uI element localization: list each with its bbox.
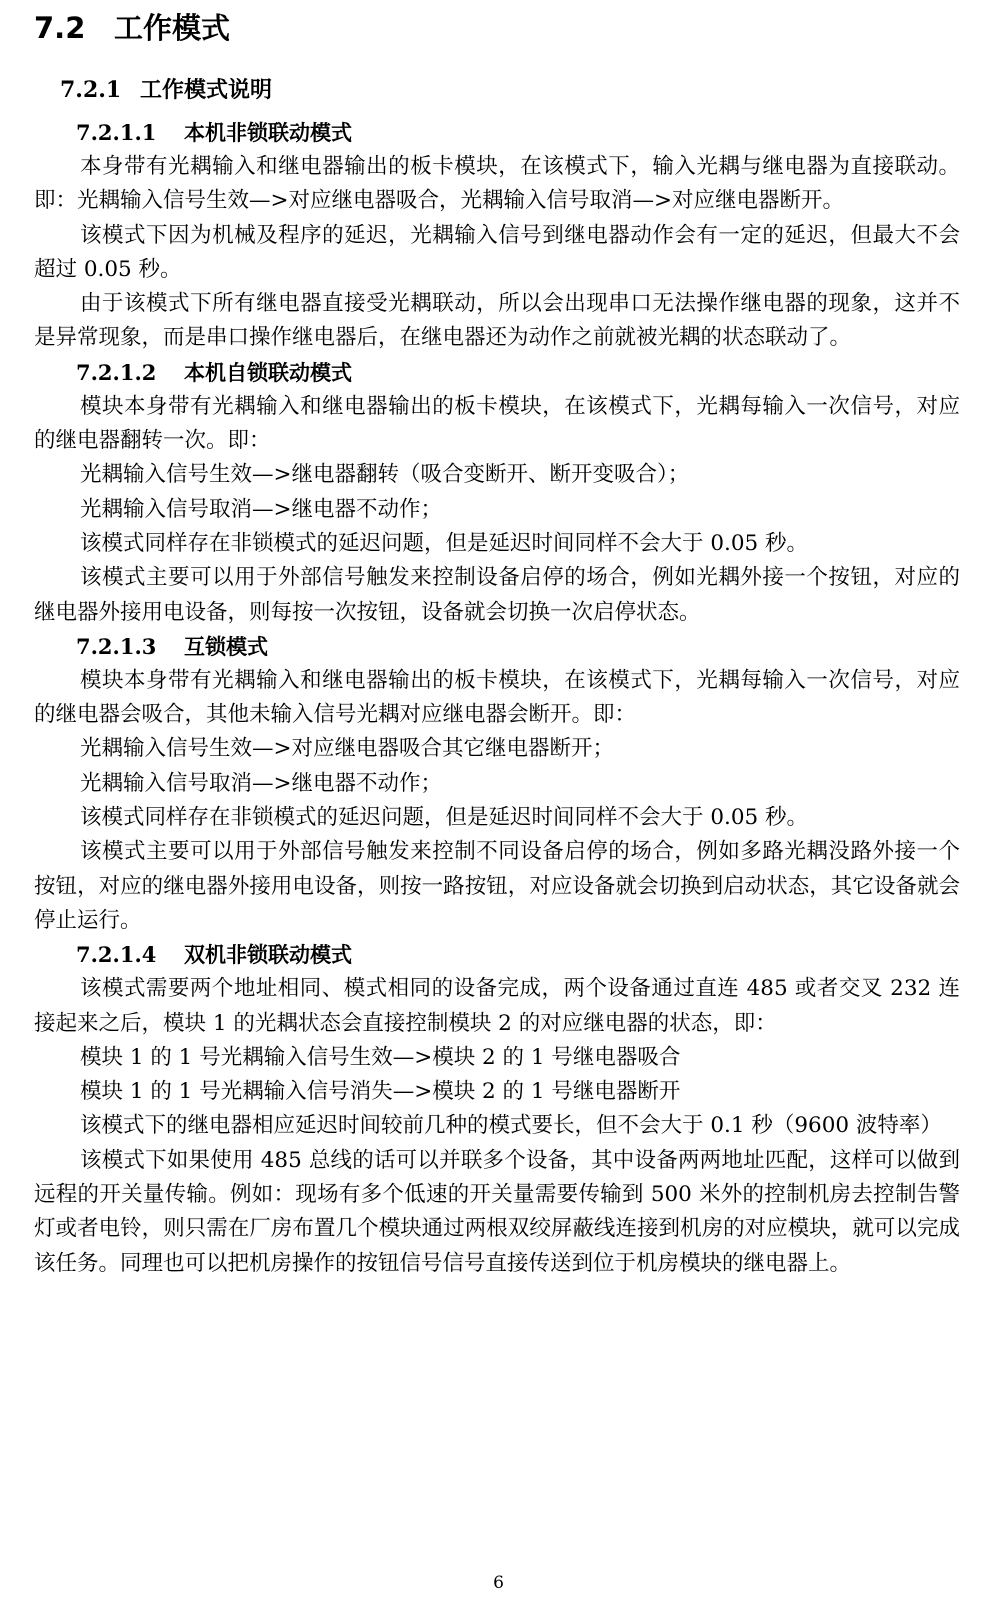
paragraph: 该模式下如果使用 485 总线的话可以并联多个设备，其中设备两两地址匹配，这样可以做到远程的开关量传输。例如：现场有多个低速的开关量需要传输到 500 米外的控制机房去控制告警灯或者电铃，则只需在厂房布置几个模块通过两根双绞屏蔽线连接到机房的对应模块，就可以完成该任务。同理也可以把机房操作的按钮信号信号直接传送到位于机房模块的继电器上。 [34,1147,960,1276]
paragraph: 由于该模式下所有继电器直接受光耦联动，所以会出现串口无法操作继电器的现象，这并不是异常现象，而是串口操作继电器后，在继电器还为动作之前就被光耦的状态联动了。 [34,291,960,351]
mode-title: 互锁模式 [184,633,268,659]
subsection-number: 7.2.1 [60,77,122,103]
paragraph: 模块 1 的 1 号光耦输入信号生效—>模块 2 的 1 号继电器吸合 [80,1044,681,1070]
mode-section-interlock [34,630,960,938]
mode-section-self-lock [34,356,960,630]
paragraph: 模块本身带有光耦输入和继电器输出的板卡模块，在该模式下，光耦每输入一次信号，对应的继电器翻转一次。即： [34,393,960,454]
paragraph: 光耦输入信号生效—>对应继电器吸合其它继电器断开； [80,736,615,762]
mode-heading [34,938,960,972]
paragraph: 光耦输入信号生效—>继电器翻转（吸合变断开、断开变吸合）； [80,462,690,488]
paragraph: 该模式下因为机械及程序的延迟，光耦输入信号到继电器动作会有一定的延迟，但最大不会超过 0.05 秒。 [34,222,960,282]
paragraph: 模块本身带有光耦输入和继电器输出的板卡模块，在该模式下，光耦每输入一次信号，对应的继电器会吸合，其他未输入信号光耦对应继电器会断开。即： [34,667,960,728]
page-number: 6 [493,1573,504,1593]
paragraph: 该模式主要可以用于外部信号触发来控制设备启停的场合，例如光耦外接一个按钮，对应的继电器外接用电设备，则每按一次按钮，设备就会切换一次启停状态。 [34,565,960,625]
paragraph: 该模式同样存在非锁模式的延迟问题，但是延迟时间同样不会大于 0.05 秒。 [80,530,809,556]
paragraph: 光耦输入信号取消—>继电器不动作； [80,770,443,796]
mode-heading [34,116,960,150]
subsection-heading [60,74,272,106]
paragraph: 该模式主要可以用于外部信号触发来控制不同设备启停的场合，例如多路光耦没路外接一个按钮，对应的继电器外接用电设备，则按一路按钮，对应设备就会切换到启动状态，其它设备就会停止运行。 [34,839,960,933]
mode-title: 双机非锁联动模式 [184,942,352,968]
mode-title: 本机自锁联动模式 [184,359,352,385]
document-body [34,116,960,1281]
paragraph: 模块 1 的 1 号光耦输入信号消失—>模块 2 的 1 号继电器断开 [80,1079,681,1105]
mode-number: 7.2.1.4 [76,942,157,968]
section-title: 工作模式 [114,11,231,45]
mode-heading [34,630,960,664]
section-number: 7.2 [34,11,86,45]
mode-section-non-lock [34,116,960,356]
subsection-title: 工作模式说明 [140,77,273,103]
paragraph: 该模式需要两个地址相同、模式相同的设备完成，两个设备通过直连 485 或者交叉 232 连接起来之后，模块 1 的光耦状态会直接控制模块 2 的对应继电器的状态，即： [34,976,960,1036]
paragraph: 光耦输入信号取消—>继电器不动作； [80,496,443,522]
section-heading [34,8,230,48]
mode-section-dual-non-lock [34,938,960,1281]
mode-number: 7.2.1.1 [76,120,157,145]
mode-number: 7.2.1.2 [76,359,157,385]
paragraph: 本身带有光耦输入和继电器输出的板卡模块，在该模式下，输入光耦与继电器为直接联动。即：光耦输入信号生效—>对应继电器吸合，光耦输入信号取消—>对应继电器断开。 [34,154,960,214]
mode-title: 本机非锁联动模式 [184,120,352,145]
mode-number: 7.2.1.3 [76,633,157,659]
paragraph: 该模式下的继电器相应延迟时间较前几种的模式要长，但不会大于 0.1 秒（9600 波特率） [80,1113,942,1139]
paragraph: 该模式同样存在非锁模式的延迟问题，但是延迟时间同样不会大于 0.05 秒。 [80,805,809,831]
mode-heading [34,356,960,390]
